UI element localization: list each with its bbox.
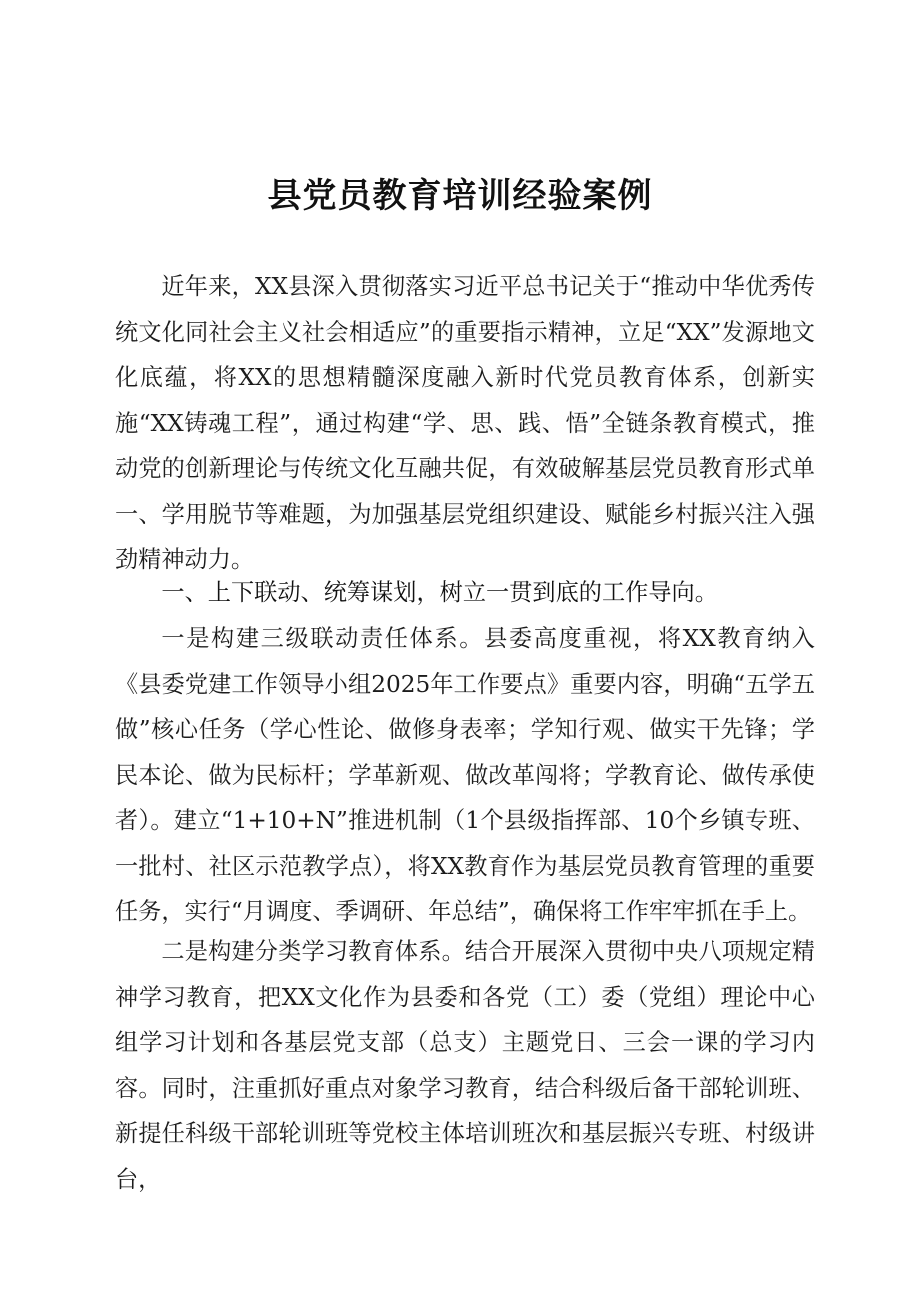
section-heading-1: 一、上下联动、统筹谋划，树立一贯到底的工作导向。 — [161, 579, 718, 606]
intro-paragraph: 近年来，XX县深入贯彻落实习近平总书记关于“推动中华优秀传统文化同社会主义社会相适应”的重要指示精神，立足“XX”发源地文化底蕴，将XX的思想精髓深度融入新时代党员教育体系，创新实施“XX铸魂工程”，通过构建“学、思、践、悟”全链条教育模式，推动党的创新理论与传统文化互融共促，有效破解基层党员教育形式单一、学用脱节等难题，为加强基层党组织建设、赋能乡村振兴注入强劲精神动力。 — [115, 273, 815, 573]
paragraph-responsibility-system: 一是构建三级联动责任体系。县委高度重视，将XX教育纳入《县委党建工作领导小组2025年工作要点》重要内容，明确“五学五做”核心任务（学心性论、做修身表率；学知行观、做实干先锋；学民本论、做为民标杆；学革新观、做改革闯将；学教育论、做传承使者）。建立“1+10+N”推进机制（1个县级指挥部、10个乡镇专班、一批村、社区示范教学点），将XX教育作为基层党员教育管理的重要任务，实行“月调度、季调研、年总结”，确保将工作牢牢抓在手上。 — [115, 625, 815, 925]
paragraph-education-system: 二是构建分类学习教育体系。结合开展深入贯彻中央八项规定精神学习教育，把XX文化作为县委和各党（工）委（党组）理论中心组学习计划和各基层党支部（总支）主题党日、三会一课的学习内容。同时，注重抓好重点对象学习教育，结合科级后备干部轮训班、新提任科级干部轮训班等党校主体培训班次和基层振兴专班、村级讲台， — [115, 938, 815, 1193]
document-title: 县党员教育培训经验案例 — [267, 176, 653, 216]
